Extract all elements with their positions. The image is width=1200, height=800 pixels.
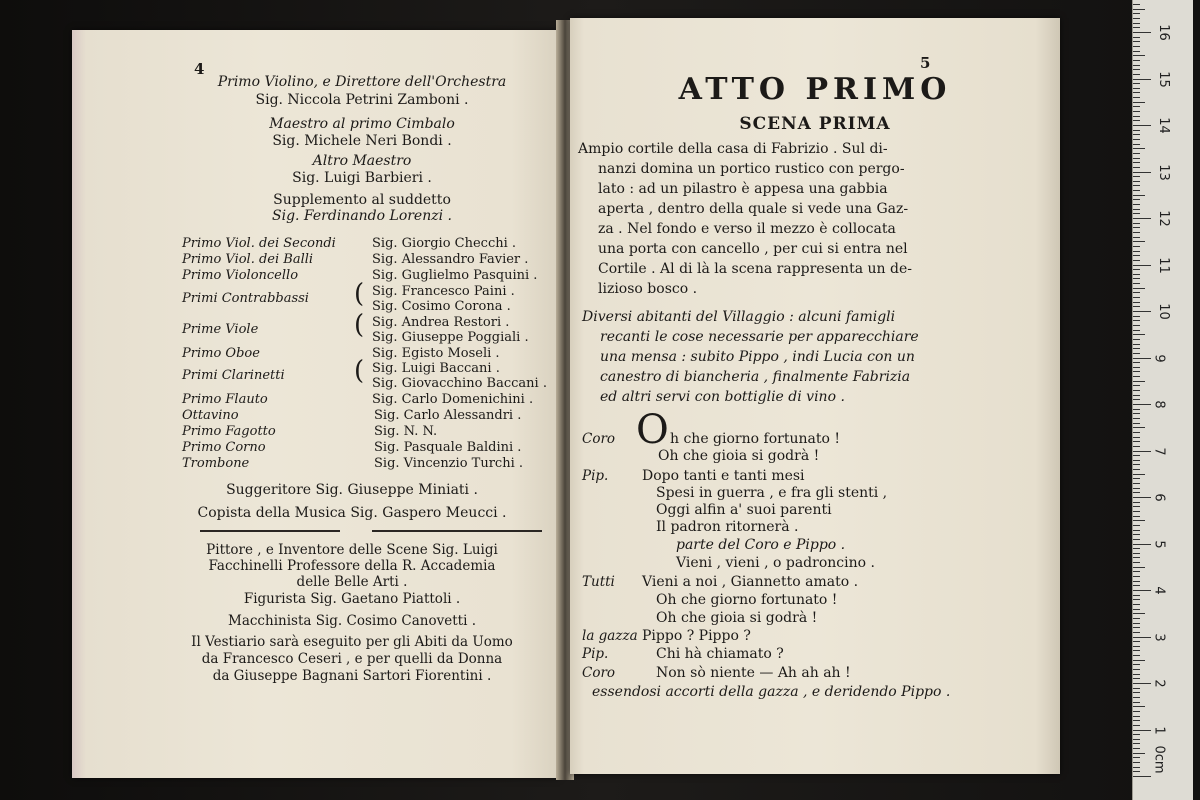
- dialogue-line: Vieni , vieni , o padroncino .: [676, 555, 875, 571]
- header-line: Sig. Ferdinando Lorenzi .: [272, 208, 452, 224]
- dialogue-line: Non sò niente — Ah ah ah !: [656, 665, 851, 681]
- ruler-tick: [1133, 18, 1140, 19]
- musician-name: Sig. Guglielmo Pasquini .: [372, 268, 538, 283]
- ruler-tick: [1133, 390, 1140, 391]
- ruler-tick: [1133, 316, 1140, 317]
- scene-description-line: lato : ad un pilastro è appesa una gabbia: [598, 181, 888, 197]
- divider-rule: [200, 530, 340, 532]
- ruler-tick: [1133, 469, 1140, 470]
- ruler-tick: [1133, 478, 1140, 479]
- dialogue-line: Oggi alfin a' suoi parenti: [656, 502, 832, 518]
- ruler-number: 12: [1155, 210, 1171, 227]
- ruler-tick: [1133, 688, 1140, 689]
- ruler-tick: [1133, 209, 1140, 210]
- header-line: Sig. Luigi Barbieri .: [292, 170, 432, 186]
- ruler-tick: [1133, 451, 1151, 452]
- scene-description-line: Ampio cortile della casa di Fabrizio . Sul di-: [578, 141, 888, 157]
- dialogue-line: Vieni a noi , Giannetto amato .: [642, 574, 859, 590]
- ruler-tick: [1133, 348, 1140, 349]
- ruler-tick: [1133, 604, 1140, 605]
- ruler-tick: [1133, 464, 1140, 465]
- header-line: Altro Maestro: [312, 153, 412, 169]
- ruler-tick: [1133, 757, 1140, 758]
- page-number: 5: [920, 54, 931, 72]
- ruler-tick: [1133, 371, 1140, 372]
- ruler-tick: [1133, 344, 1140, 345]
- ruler-tick: [1133, 557, 1140, 558]
- musician-name: Sig. Francesco Paini .: [372, 284, 515, 299]
- ruler-tick: [1133, 381, 1145, 382]
- dialogue-line: h che giorno fortunato !: [670, 431, 840, 447]
- ruler-tick: [1133, 353, 1140, 354]
- ruler-tick: [1133, 441, 1140, 442]
- ruler-tick: [1133, 413, 1140, 414]
- header-line: Primo Violino, e Direttore dell'Orchestra: [217, 74, 507, 90]
- ruler-tick: [1133, 553, 1140, 554]
- ruler-tick: [1133, 92, 1140, 93]
- stage-direction-line: recanti le cose necessarie per apparecchiare: [600, 329, 919, 345]
- ruler-tick: [1133, 237, 1140, 238]
- ruler-tick: [1133, 599, 1140, 600]
- credit-line: Macchinista Sig. Cosimo Canovetti .: [228, 613, 476, 629]
- musician-name: Sig. Vincenzio Turchi .: [374, 456, 523, 471]
- ruler-tick: [1133, 65, 1140, 66]
- ruler-tick: [1133, 269, 1140, 270]
- ruler-tick: [1133, 9, 1145, 10]
- ruler-tick: [1133, 106, 1140, 107]
- ruler-tick: [1133, 74, 1140, 75]
- ruler-label: 0cm: [1151, 745, 1167, 774]
- speaker-label: Coro: [582, 431, 616, 447]
- ruler-tick: [1133, 79, 1151, 80]
- ruler-tick: [1133, 711, 1140, 712]
- musician-name: Sig. Giovacchino Baccani .: [372, 376, 547, 391]
- ruler-tick: [1133, 423, 1140, 424]
- ruler-tick: [1133, 223, 1140, 224]
- ruler-tick: [1133, 609, 1140, 610]
- role-label: Ottavino: [182, 408, 239, 423]
- ruler-tick: [1133, 655, 1140, 656]
- ruler-tick: [1133, 720, 1140, 721]
- musician-name: Sig. Cosimo Corona .: [372, 299, 511, 314]
- ruler-tick: [1133, 697, 1140, 698]
- ruler-tick: [1133, 427, 1145, 428]
- ruler-tick: [1133, 195, 1145, 196]
- dialogue-line: Oh che giorno fortunato !: [656, 592, 838, 608]
- dialogue-line: Oh che gioia si godrà !: [656, 610, 818, 626]
- role-label: Primo Corno: [182, 440, 266, 455]
- closing-direction: essendosi accorti della gazza , e deridendo Pippo .: [592, 684, 951, 700]
- ruler-tick: [1133, 497, 1151, 498]
- credit-line: Copista della Musica Sig. Gaspero Meucci .: [197, 505, 507, 521]
- ruler-tick: [1133, 83, 1140, 84]
- ruler-tick: [1133, 172, 1151, 173]
- ruler-number: 11: [1155, 256, 1171, 274]
- ruler-tick: [1133, 116, 1140, 117]
- ruler-tick: [1133, 13, 1140, 14]
- credit-line: delle Belle Arti .: [296, 574, 408, 590]
- ruler-tick: [1133, 683, 1151, 684]
- divider-rule: [372, 530, 542, 532]
- ruler-tick: [1133, 627, 1140, 628]
- dialogue-line: Chi hà chiamato ?: [656, 646, 784, 662]
- ruler-tick: [1133, 776, 1151, 777]
- header-line: Sig. Michele Neri Bondi .: [272, 133, 452, 149]
- ruler-tick: [1133, 130, 1140, 131]
- ruler-tick: [1133, 637, 1151, 638]
- ruler-tick: [1133, 288, 1145, 289]
- ruler-tick: [1133, 185, 1140, 186]
- ruler-tick: [1133, 283, 1140, 284]
- ruler-tick: [1133, 102, 1145, 103]
- musician-name: Sig. Giorgio Checchi .: [372, 236, 517, 251]
- dialogue-direction: parte del Coro e Pippo .: [676, 537, 846, 553]
- header-line: Sig. Niccola Petrini Zamboni .: [255, 92, 469, 108]
- ruler-tick: [1133, 255, 1140, 256]
- ruler-tick: [1133, 311, 1151, 312]
- speaker-label: Pip.: [582, 646, 609, 662]
- ruler-number: 16: [1155, 24, 1171, 41]
- ruler-tick: [1133, 120, 1140, 121]
- credit-line: Figurista Sig. Gaetano Piattoli .: [243, 591, 461, 607]
- ruler-tick: [1133, 27, 1140, 28]
- musician-name: Sig. Alessandro Favier .: [372, 252, 529, 267]
- ruler-tick: [1133, 362, 1140, 363]
- ruler-tick: [1133, 334, 1145, 335]
- ruler-tick: [1133, 702, 1140, 703]
- role-label: Primo Flauto: [182, 392, 268, 407]
- ruler-tick: [1133, 37, 1140, 38]
- ruler-tick: [1133, 502, 1140, 503]
- ruler-tick: [1133, 376, 1140, 377]
- ruler-tick: [1133, 641, 1140, 642]
- ruler-tick: [1133, 278, 1140, 279]
- musician-name: Sig. Carlo Domenichini .: [372, 392, 534, 407]
- ruler-number: 10: [1155, 303, 1171, 320]
- ruler-tick: [1133, 669, 1140, 670]
- ruler-tick: [1133, 306, 1140, 307]
- ruler-tick: [1133, 320, 1140, 321]
- ruler-tick: [1133, 409, 1140, 410]
- ruler-number: 13: [1155, 163, 1171, 181]
- musician-name: Sig. Carlo Alessandri .: [374, 408, 522, 423]
- ruler-tick: [1133, 585, 1140, 586]
- ruler-tick: [1133, 571, 1140, 572]
- ruler-tick: [1133, 227, 1140, 228]
- ruler-tick: [1133, 158, 1140, 159]
- ruler-tick: [1133, 646, 1140, 647]
- header-line: Supplemento al suddetto: [273, 192, 451, 208]
- ruler-number: 3: [1151, 632, 1167, 642]
- ruler-tick: [1133, 460, 1140, 461]
- speaker-label: Tutti: [582, 574, 615, 590]
- role-label: Primo Violoncello: [182, 268, 299, 283]
- ruler-tick: [1133, 232, 1140, 233]
- dialogue-line: Pippo ? Pippo ?: [642, 628, 751, 644]
- ruler-tick: [1133, 176, 1140, 177]
- ruler-tick: [1133, 302, 1140, 303]
- ruler-tick: [1133, 325, 1140, 326]
- stage-direction-line: una mensa : subito Pippo , indi Lucia con un: [600, 349, 915, 365]
- ruler-tick: [1133, 167, 1140, 168]
- ruler-tick: [1133, 4, 1140, 5]
- page-number: 4: [194, 60, 205, 78]
- ruler-tick: [1133, 516, 1140, 517]
- dialogue-line: Il padron ritornerà .: [656, 519, 799, 535]
- ruler-tick: [1133, 274, 1140, 275]
- speaker-label: la gazza: [582, 628, 638, 644]
- ruler-tick: [1133, 520, 1145, 521]
- ruler-tick: [1133, 437, 1140, 438]
- ruler-tick: [1133, 111, 1140, 112]
- role-label: Primo Oboe: [182, 346, 260, 361]
- act-title: ATTO PRIMO: [678, 72, 952, 107]
- dialogue-line: Oh che gioia si godrà !: [658, 448, 820, 464]
- role-label: Primi Clarinetti: [182, 368, 285, 383]
- ruler-tick: [1133, 260, 1140, 261]
- ruler-tick: [1133, 41, 1140, 42]
- ruler-tick: [1133, 213, 1140, 214]
- role-label: Primo Fagotto: [182, 424, 276, 439]
- ruler-tick: [1133, 743, 1140, 744]
- ruler-tick: [1133, 730, 1151, 731]
- ruler-tick: [1133, 548, 1140, 549]
- ruler-number: 5: [1151, 539, 1167, 549]
- ruler-tick: [1133, 525, 1140, 526]
- role-label: Primo Viol. dei Balli: [182, 252, 314, 267]
- scene-description-line: aperta , dentro della quale si vede una Gaz-: [598, 201, 909, 217]
- brace-glyph: (: [354, 356, 365, 386]
- ruler-number: 8: [1151, 400, 1167, 409]
- credit-line: da Francesco Ceseri , e per quelli da Donna: [201, 651, 503, 667]
- ruler-tick: [1133, 767, 1140, 768]
- ruler-tick: [1133, 734, 1140, 735]
- scene-description-line: lizioso bosco .: [598, 281, 698, 297]
- role-label: Prime Viole: [182, 322, 259, 337]
- ruler-tick: [1133, 492, 1140, 493]
- ruler-tick: [1133, 632, 1140, 633]
- ruler-number: 4: [1151, 586, 1167, 595]
- ruler-tick: [1133, 432, 1140, 433]
- ruler-tick: [1133, 539, 1140, 540]
- ruler-tick: [1133, 97, 1140, 98]
- ruler-tick: [1133, 181, 1140, 182]
- ruler-tick: [1133, 725, 1140, 726]
- ruler-tick: [1133, 292, 1140, 293]
- role-label: Primi Contrabbassi: [182, 291, 309, 306]
- ruler-tick: [1133, 692, 1140, 693]
- ruler-tick: [1133, 241, 1145, 242]
- ruler-tick: [1133, 134, 1140, 135]
- stage-direction-line: canestro di biancheria , finalmente Fabrizia: [600, 369, 911, 385]
- stage-direction-line: Diversi abitanti del Villaggio : alcuni famigli: [582, 309, 896, 325]
- musician-name: Sig. Pasquale Baldini .: [374, 440, 522, 455]
- ruler-tick: [1133, 455, 1140, 456]
- ruler-number: 9: [1151, 353, 1167, 363]
- speaker-label: Pip.: [582, 468, 609, 484]
- ruler-tick: [1133, 88, 1140, 89]
- ruler-tick: [1133, 446, 1140, 447]
- ruler-tick: [1133, 395, 1140, 396]
- dialogue-line: Dopo tanti e tanti mesi: [642, 468, 805, 484]
- ruler-number: 15: [1155, 70, 1171, 88]
- ruler-tick: [1133, 51, 1140, 52]
- ruler-tick: [1133, 488, 1140, 489]
- ruler-tick: [1133, 367, 1140, 368]
- ruler-tick: [1133, 581, 1140, 582]
- musician-name: Sig. Egisto Moseli .: [372, 346, 500, 361]
- ruler-tick: [1133, 246, 1140, 247]
- ruler-tick: [1133, 534, 1140, 535]
- musician-name: Sig. N. N.: [374, 424, 438, 439]
- ruler-tick: [1133, 753, 1145, 754]
- ruler-tick: [1133, 55, 1145, 56]
- scene-description-line: nanzi domina un portico rustico con pergo-: [598, 161, 905, 177]
- ruler-tick: [1133, 748, 1140, 749]
- ruler-tick: [1133, 716, 1140, 717]
- ruler-tick: [1133, 544, 1151, 545]
- ruler-tick: [1133, 46, 1140, 47]
- ruler-tick: [1133, 771, 1140, 772]
- ruler-tick: [1133, 660, 1145, 661]
- left-page: [72, 30, 560, 778]
- ruler-tick: [1133, 251, 1140, 252]
- ruler-number: 2: [1151, 679, 1167, 688]
- ruler-tick: [1133, 762, 1140, 763]
- brace-glyph: (: [354, 279, 365, 309]
- ruler-tick: [1133, 153, 1140, 154]
- musician-name: Sig. Andrea Restori .: [372, 315, 510, 330]
- ruler-tick: [1133, 595, 1140, 596]
- ruler-tick: [1133, 739, 1140, 740]
- ruler-tick: [1133, 385, 1140, 386]
- scene-description-line: za . Nel fondo e verso il mezzo è collocata: [598, 221, 896, 237]
- ruler-tick: [1133, 650, 1140, 651]
- right-page: [570, 18, 1060, 774]
- musician-name: Sig. Giuseppe Poggiali .: [372, 330, 529, 345]
- ruler-tick: [1133, 23, 1140, 24]
- header-line: Maestro al primo Cimbalo: [269, 116, 455, 132]
- ruler-tick: [1133, 60, 1140, 61]
- ruler-tick: [1133, 706, 1145, 707]
- ruler-tick: [1133, 125, 1151, 126]
- ruler-tick: [1133, 623, 1140, 624]
- ruler-tick: [1133, 265, 1151, 266]
- ruler-tick: [1133, 32, 1151, 33]
- ruler-tick: [1133, 618, 1140, 619]
- ruler-tick: [1133, 404, 1151, 405]
- measuring-ruler: [1132, 0, 1193, 800]
- ruler-tick: [1133, 297, 1140, 298]
- ruler-tick: [1133, 418, 1140, 419]
- dialogue-line: Spesi in guerra , e fra gli stenti ,: [656, 485, 888, 501]
- ruler-tick: [1133, 567, 1145, 568]
- ruler-tick: [1133, 483, 1140, 484]
- ruler-tick: [1133, 613, 1145, 614]
- stage-direction-line: ed altri servi con bottiglie di vino .: [600, 389, 845, 405]
- ruler-tick: [1133, 204, 1140, 205]
- speaker-label: Coro: [582, 665, 616, 681]
- musician-name: Sig. Luigi Baccani .: [372, 361, 500, 376]
- ruler-number: 7: [1151, 446, 1167, 456]
- ruler-number: 6: [1151, 493, 1167, 502]
- scene-title: SCENA PRIMA: [739, 114, 891, 134]
- ruler-tick: [1133, 218, 1151, 219]
- credit-line: da Giuseppe Bagnani Sartori Fiorentini .: [212, 668, 492, 684]
- ruler-tick: [1133, 511, 1140, 512]
- credit-line: Facchinelli Professore della R. Accademia: [208, 558, 496, 574]
- role-label: Primo Viol. dei Secondi: [182, 236, 336, 251]
- ruler-tick: [1133, 530, 1140, 531]
- role-label: Trombone: [182, 456, 250, 471]
- ruler-number: 1: [1151, 725, 1167, 735]
- ruler-tick: [1133, 190, 1140, 191]
- ruler-tick: [1133, 139, 1140, 140]
- ruler-tick: [1133, 678, 1140, 679]
- ruler-tick: [1133, 358, 1151, 359]
- ruler-tick: [1133, 69, 1140, 70]
- ruler-tick: [1133, 339, 1140, 340]
- ruler-tick: [1133, 674, 1140, 675]
- ruler-number: 14: [1155, 117, 1171, 134]
- credit-line: Il Vestiario sarà eseguito per gli Abiti da Uomo: [191, 634, 513, 650]
- ruler-tick: [1133, 199, 1140, 200]
- drop-cap: O: [636, 407, 669, 453]
- ruler-tick: [1133, 576, 1140, 577]
- ruler-tick: [1133, 664, 1140, 665]
- brace-glyph: (: [354, 310, 365, 340]
- ruler-tick: [1133, 162, 1140, 163]
- credit-line: Pittore , e Inventore delle Scene Sig. Luigi: [206, 542, 498, 558]
- ruler-tick: [1133, 148, 1145, 149]
- ruler-tick: [1133, 399, 1140, 400]
- ruler-tick: [1133, 144, 1140, 145]
- ruler-tick: [1133, 474, 1145, 475]
- ruler-tick: [1133, 506, 1140, 507]
- ruler-tick: [1133, 590, 1151, 591]
- ruler-tick: [1133, 562, 1140, 563]
- scene-description-line: Cortile . Al di là la scena rappresenta un de-: [598, 261, 912, 277]
- ruler-tick: [1133, 330, 1140, 331]
- scene-description-line: una porta con cancello , per cui si entra nel: [598, 241, 908, 257]
- credit-line: Suggeritore Sig. Giuseppe Miniati .: [226, 482, 478, 498]
